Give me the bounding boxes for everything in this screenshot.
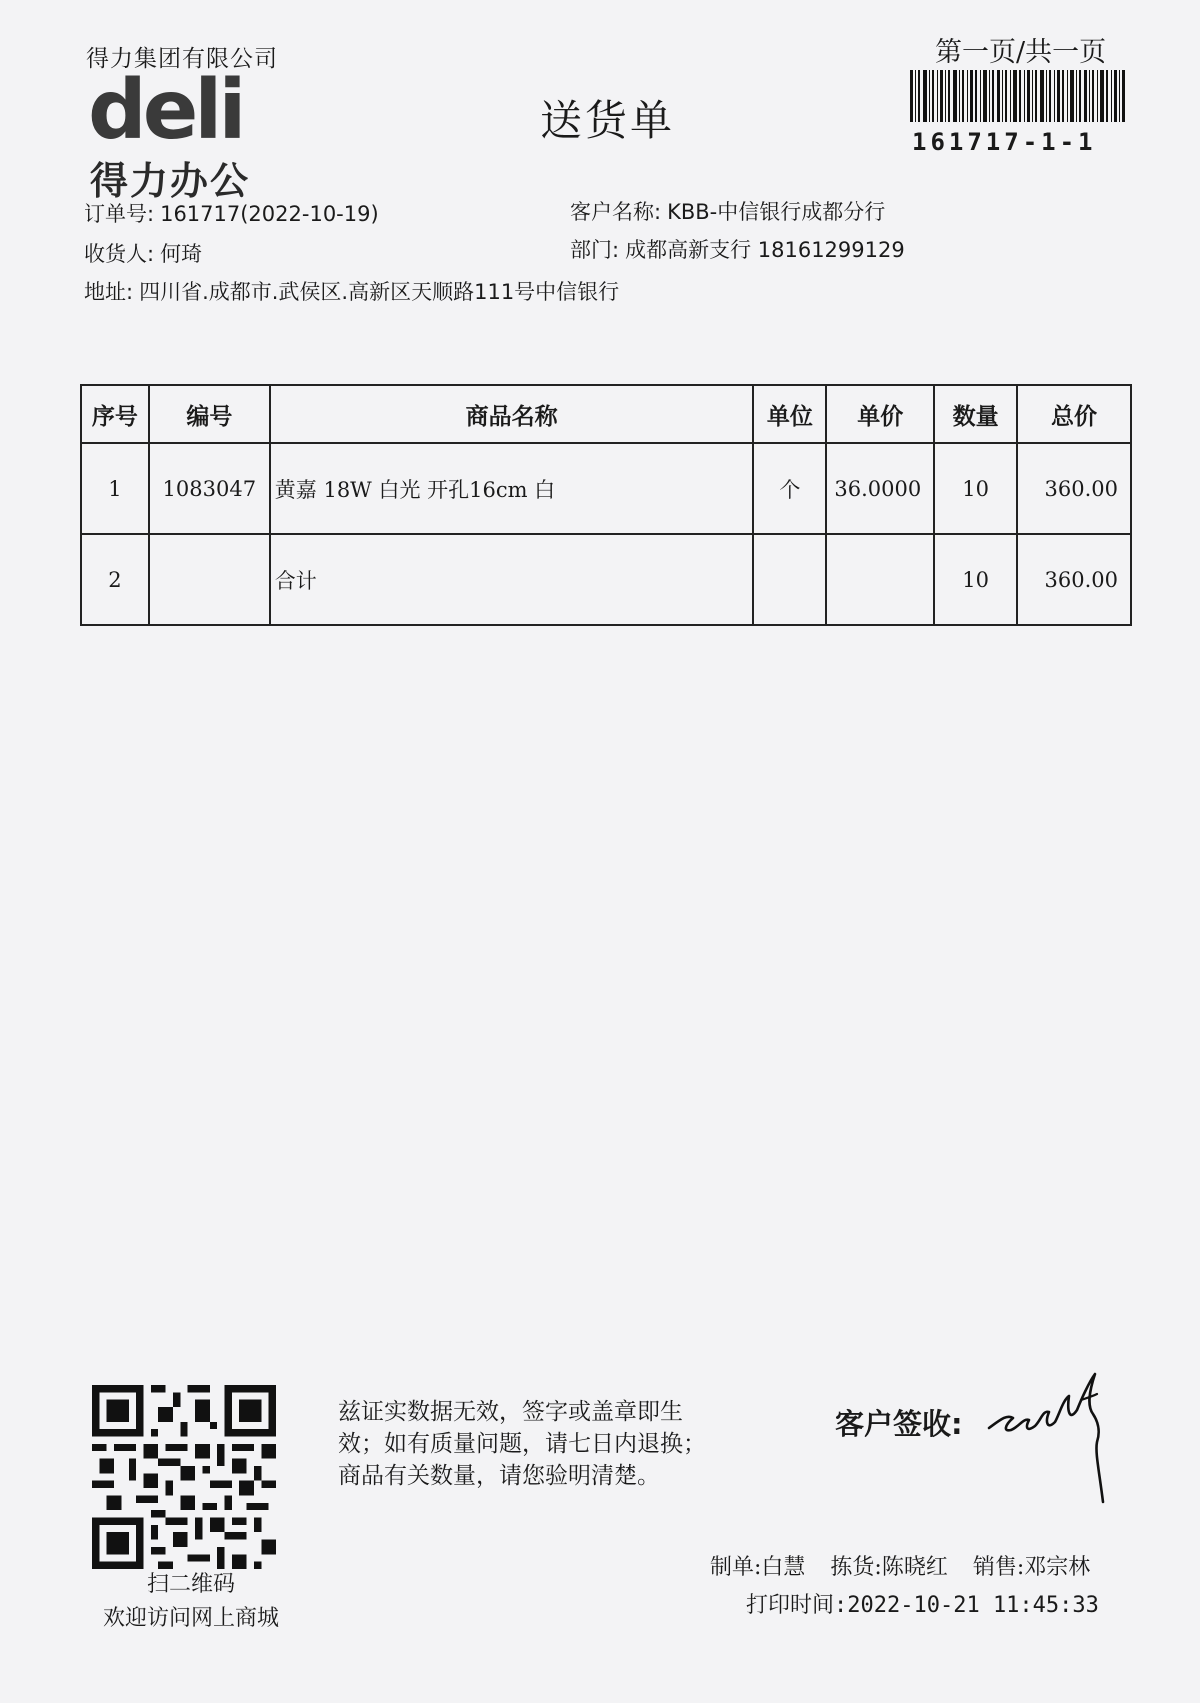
cell-unit	[753, 534, 826, 625]
column-header: 单价	[826, 385, 934, 443]
table-header-row	[81, 385, 1131, 443]
cell-seq: 2	[81, 534, 149, 625]
maker: 制单:白慧	[710, 1555, 806, 1580]
cell-price: 36.0000	[826, 443, 934, 534]
qr-code-icon	[92, 1385, 276, 1569]
customer-name-value: KBB-中信银行成都分行	[667, 200, 886, 224]
cell-code: 1083047	[149, 443, 270, 534]
staff-info	[710, 1550, 1108, 1581]
notice-line: 兹证实数据无效，签字或盖章即生	[338, 1399, 683, 1425]
column-header: 单位	[753, 385, 826, 443]
picker: 拣货:陈晓红	[830, 1555, 948, 1580]
address-value: 四川省.成都市.武侯区.高新区天顺路111号中信银行	[139, 280, 620, 304]
page-info: 第一页/共一页	[935, 37, 1107, 68]
qr-caption	[86, 1568, 296, 1636]
cell-name: 黄嘉 18W 白光 开孔16cm 白	[270, 443, 754, 534]
company-name: 得力集团有限公司	[86, 46, 278, 72]
receiver-label: 收货人:	[84, 242, 155, 266]
column-header: 编号	[149, 385, 270, 443]
cell-unit: 个	[753, 443, 826, 534]
table-row-total	[81, 534, 1131, 625]
customer-name	[570, 196, 885, 226]
cell-name: 合计	[270, 534, 754, 625]
print-time: 打印时间:2022-10-21 11:45:33	[746, 1593, 1099, 1618]
customer-signature-label: 客户签收:	[835, 1407, 963, 1441]
department-value: 成都高新支行 18161299129	[625, 238, 905, 262]
logo-chinese-text: 得力办公	[90, 159, 251, 203]
address-label: 地址:	[84, 280, 134, 304]
address	[84, 276, 619, 306]
receiver-value: 何琦	[160, 242, 203, 266]
barcode-icon	[910, 70, 1125, 122]
qr-caption-line-1: 扫二维码	[146, 1572, 235, 1597]
order-number	[84, 198, 379, 228]
cell-seq: 1	[81, 443, 149, 534]
column-header: 商品名称	[270, 385, 754, 443]
receiver	[84, 238, 202, 268]
customer-name-label: 客户名称:	[570, 200, 662, 224]
notice-line: 效；如有质量问题，请七日内退换；	[338, 1431, 706, 1457]
handwritten-signature-icon	[985, 1370, 1135, 1520]
department-label: 部门:	[570, 238, 620, 262]
barcode-number: 161717-1-1	[912, 128, 1097, 156]
cell-code	[149, 534, 270, 625]
cell-qty: 10	[934, 534, 1017, 625]
sales: 销售:邓宗林	[972, 1555, 1091, 1580]
deli-logo: deli	[88, 63, 243, 158]
order-number-value: 161717(2022-10-19)	[160, 202, 379, 226]
cell-price	[826, 534, 934, 625]
page-title: 送货单	[540, 96, 676, 145]
table-row	[81, 443, 1131, 534]
qr-caption-line-2: 欢迎访问网上商城	[102, 1606, 279, 1631]
cell-qty: 10	[934, 443, 1017, 534]
notice-line: 商品有关数量，请您验明清楚。	[338, 1463, 660, 1489]
cell-total: 360.00	[1017, 534, 1131, 625]
cell-total: 360.00	[1017, 443, 1131, 534]
column-header: 总价	[1017, 385, 1131, 443]
column-header: 序号	[81, 385, 149, 443]
department	[570, 234, 905, 264]
order-number-label: 订单号:	[84, 202, 155, 226]
notice-text	[338, 1396, 738, 1492]
column-header: 数量	[934, 385, 1017, 443]
goods-table	[80, 384, 1132, 626]
